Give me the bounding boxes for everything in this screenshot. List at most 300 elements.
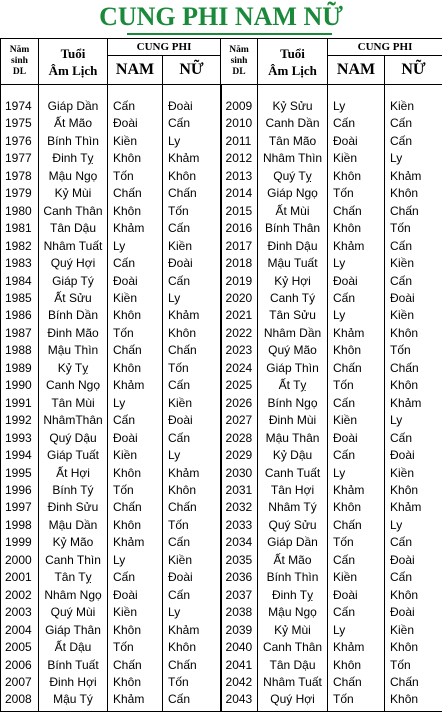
cell-nam: Kiền	[108, 604, 163, 621]
cell-nam: Kiền	[108, 290, 163, 307]
cell-year: 2034	[221, 534, 258, 551]
cell-tuoi: Canh Thìn	[39, 552, 108, 569]
cell-year: 2002	[1, 587, 39, 604]
cell-nam: Cấn	[108, 569, 163, 586]
cell-nam: Tốn	[108, 482, 163, 499]
cell-tuoi: Đinh Tỵ	[39, 150, 108, 167]
cell-nu: Kiền	[163, 395, 221, 412]
table-row	[1, 133, 442, 150]
cell-tuoi: Đinh Hợi	[39, 674, 108, 691]
cell-nu: Khảm	[385, 499, 442, 516]
cell-nu: Kiền	[385, 622, 442, 639]
cell-nam: Ly	[328, 85, 385, 116]
cell-nam: Cấn	[328, 604, 385, 621]
cell-tuoi: Quý Mùi	[39, 604, 108, 621]
cell-year: 1995	[1, 465, 39, 482]
cell-nam: Đoài	[328, 133, 385, 150]
cell-nam: Khôn	[108, 203, 163, 220]
cell-tuoi: Bính Ngọ	[258, 395, 328, 412]
cell-nu: Khôn	[385, 325, 442, 342]
cell-nu: Đoài	[163, 569, 221, 586]
cell-year: 2020	[221, 290, 258, 307]
cell-tuoi: Bính Tý	[39, 482, 108, 499]
cell-nu: Đoài	[163, 412, 221, 429]
cell-nu: Ly	[163, 290, 221, 307]
header-nam-sinh: Năm sinh DL	[1, 39, 39, 85]
cell-nam: Tốn	[328, 185, 385, 202]
cell-nu: Khôn	[385, 185, 442, 202]
cell-nam: Khảm	[108, 377, 163, 394]
cell-nu: Chấn	[385, 203, 442, 220]
cell-tuoi: Giáp Tuất	[39, 447, 108, 464]
cell-nam: Ly	[108, 238, 163, 255]
cell-nam: Cấn	[328, 395, 385, 412]
cell-year: 1984	[1, 273, 39, 290]
table-row	[1, 325, 442, 342]
cell-nu: Tốn	[163, 203, 221, 220]
cell-nam: Chấn	[108, 185, 163, 202]
cell-tuoi: Giáp Tý	[39, 273, 108, 290]
cell-tuoi: Nhâm Dần	[258, 325, 328, 342]
cell-year: 2028	[221, 430, 258, 447]
cell-tuoi: Tân Tỵ	[39, 569, 108, 586]
cell-nu: Cấn	[163, 273, 221, 290]
cell-tuoi: Canh Tý	[258, 290, 328, 307]
cell-nam: Ly	[328, 465, 385, 482]
cell-nam: Khôn	[108, 674, 163, 691]
cell-year: 2017	[221, 238, 258, 255]
cell-nam: Kiền	[108, 447, 163, 464]
cell-tuoi: Canh Dần	[258, 115, 328, 132]
cell-nu: Tốn	[163, 360, 221, 377]
cell-tuoi: Quý Mão	[258, 342, 328, 359]
cell-tuoi: Nhâm Tý	[258, 499, 328, 516]
cell-year: 2018	[221, 255, 258, 272]
cell-tuoi: Canh Thân	[39, 203, 108, 220]
cell-nu: Ly	[385, 517, 442, 534]
cell-tuoi: Kỷ Hợi	[258, 273, 328, 290]
cell-nu: Khảm	[163, 150, 221, 167]
cell-year: 2006	[1, 657, 39, 674]
cell-year: 2007	[1, 674, 39, 691]
cell-nu: Cấn	[163, 430, 221, 447]
cell-nam: Cấn	[108, 255, 163, 272]
table-row	[1, 587, 442, 604]
table-row	[1, 360, 442, 377]
cell-tuoi: Mậu Ngọ	[39, 168, 108, 185]
table-row	[1, 674, 442, 691]
table-row	[1, 395, 442, 412]
cell-nu: Cấn	[385, 569, 442, 586]
cell-nam: Chấn	[108, 657, 163, 674]
cell-nu: Kiền	[163, 238, 221, 255]
cell-nu: Chấn	[163, 342, 221, 359]
cell-nu: Chấn	[163, 499, 221, 516]
cell-tuoi: Kỷ Dậu	[258, 447, 328, 464]
table-row	[1, 534, 442, 551]
cell-tuoi: Tân Hợi	[258, 482, 328, 499]
cell-tuoi: Nhâm Ngọ	[39, 587, 108, 604]
cell-nam: Kiền	[108, 133, 163, 150]
table-row	[1, 115, 442, 132]
table-row	[1, 238, 442, 255]
cell-year: 2009	[221, 85, 258, 116]
cell-nam: Ly	[108, 395, 163, 412]
cell-nu: Cấn	[385, 238, 442, 255]
header-nu: NỮ	[163, 56, 221, 85]
cell-nam: Tốn	[328, 377, 385, 394]
page-title: CUNG PHI NAM NỮ	[99, 2, 343, 31]
cell-tuoi: Bính Thìn	[258, 569, 328, 586]
cell-nu: Khôn	[385, 587, 442, 604]
cell-nu: Tốn	[385, 220, 442, 237]
cell-year: 2023	[221, 342, 258, 359]
cell-nu: Khôn	[385, 377, 442, 394]
cell-nam: Khảm	[328, 639, 385, 656]
cell-year: 1989	[1, 360, 39, 377]
cell-year: 2035	[221, 552, 258, 569]
cell-tuoi: Nhâm Tuất	[258, 674, 328, 691]
cell-nam: Khôn	[328, 342, 385, 359]
cell-nam: Kiền	[328, 412, 385, 429]
cell-year: 2037	[221, 587, 258, 604]
cell-year: 2024	[221, 360, 258, 377]
cell-nu: Chấn	[163, 185, 221, 202]
cell-tuoi: Tân Sửu	[258, 307, 328, 324]
cell-year: 2013	[221, 168, 258, 185]
cell-tuoi: Đinh Mão	[39, 325, 108, 342]
cell-tuoi: Ất Mão	[258, 552, 328, 569]
cell-tuoi: Mậu Thìn	[39, 342, 108, 359]
cell-nu: Kiền	[163, 552, 221, 569]
cell-tuoi: Ất Tỵ	[258, 377, 328, 394]
cell-year: 1983	[1, 255, 39, 272]
cell-year: 1986	[1, 307, 39, 324]
cell-year: 2025	[221, 377, 258, 394]
table-row	[1, 412, 442, 429]
cell-year: 2005	[1, 639, 39, 656]
table-row	[1, 691, 442, 711]
cell-nu: Cấn	[385, 115, 442, 132]
cell-tuoi: Kỷ Tỵ	[39, 360, 108, 377]
table-row	[1, 465, 442, 482]
cell-nam: Cấn	[328, 115, 385, 132]
cell-tuoi: Bính Thìn	[39, 133, 108, 150]
table-row	[1, 220, 442, 237]
cell-year: 2010	[221, 115, 258, 132]
cell-year: 2022	[221, 325, 258, 342]
cell-tuoi: Mậu Ngọ	[258, 604, 328, 621]
header-nam: NAM	[108, 56, 163, 85]
cell-nam: Đoài	[328, 273, 385, 290]
cell-year: 2012	[221, 150, 258, 167]
cell-year: 1985	[1, 290, 39, 307]
cell-nam: Cấn	[108, 412, 163, 429]
cell-nam: Khôn	[108, 517, 163, 534]
cell-nu: Đoài	[163, 255, 221, 272]
table-row	[1, 342, 442, 359]
cell-nu: Khôn	[385, 691, 442, 711]
cell-tuoi: Mậu Tuất	[258, 255, 328, 272]
cell-year: 1990	[1, 377, 39, 394]
cell-year: 1974	[1, 85, 39, 116]
cell-nu: Khôn	[163, 639, 221, 656]
cell-tuoi: Quý Dậu	[39, 430, 108, 447]
cell-year: 2027	[221, 412, 258, 429]
cell-nam: Khôn	[108, 622, 163, 639]
cell-year: 1987	[1, 325, 39, 342]
cell-year: 2042	[221, 674, 258, 691]
cell-nu: Khôn	[163, 482, 221, 499]
cell-year: 2019	[221, 273, 258, 290]
cell-nam: Khảm	[328, 238, 385, 255]
cell-nu: Ly	[163, 133, 221, 150]
cell-year: 1981	[1, 220, 39, 237]
cell-nam: Khảm	[328, 482, 385, 499]
table-row	[1, 517, 442, 534]
table-row	[1, 150, 442, 167]
cell-nam: Kiền	[328, 569, 385, 586]
cell-year: 2043	[221, 691, 258, 711]
cell-nam: Khôn	[328, 220, 385, 237]
table-row	[1, 447, 442, 464]
cell-nu: Khôn	[163, 325, 221, 342]
cell-tuoi: Giáp Thìn	[258, 360, 328, 377]
cell-nam: Chấn	[328, 517, 385, 534]
cell-year: 1978	[1, 168, 39, 185]
cell-nam: Đoài	[108, 430, 163, 447]
cell-nu: Khảm	[163, 622, 221, 639]
cell-tuoi: Ất Mão	[39, 115, 108, 132]
cell-year: 2014	[221, 185, 258, 202]
cell-year: 1997	[1, 499, 39, 516]
table-row	[1, 168, 442, 185]
cell-tuoi: Kỷ Mùi	[39, 185, 108, 202]
cell-tuoi: Ất Hợi	[39, 465, 108, 482]
cell-year: 1980	[1, 203, 39, 220]
cell-year: 2001	[1, 569, 39, 586]
cell-tuoi: Tân Dậu	[258, 657, 328, 674]
table-row	[1, 482, 442, 499]
cell-year: 2011	[221, 133, 258, 150]
cell-year: 1999	[1, 534, 39, 551]
table-row	[1, 499, 442, 516]
cell-year: 2026	[221, 395, 258, 412]
cell-nu: Khôn	[385, 639, 442, 656]
cell-year: 2029	[221, 447, 258, 464]
cell-nu: Tốn	[385, 342, 442, 359]
cell-year: 2021	[221, 307, 258, 324]
cell-nu: Đoài	[385, 552, 442, 569]
cell-year: 2003	[1, 604, 39, 621]
cell-nu: Khôn	[385, 482, 442, 499]
cell-nam: Khôn	[108, 360, 163, 377]
cell-year: 1982	[1, 238, 39, 255]
cell-nam: Cấn	[328, 290, 385, 307]
cell-tuoi: Bính Thân	[258, 220, 328, 237]
cell-nu: Kiền	[385, 465, 442, 482]
cell-year: 1996	[1, 482, 39, 499]
cell-nam: Ly	[108, 552, 163, 569]
cell-nu: Cấn	[163, 534, 221, 551]
cell-tuoi: Mậu Tý	[39, 691, 108, 711]
cell-nam: Chấn	[328, 203, 385, 220]
cell-nu: Khảm	[163, 465, 221, 482]
cell-nu: Tốn	[163, 674, 221, 691]
cell-nu: Khôn	[163, 168, 221, 185]
cell-nam: Khôn	[328, 657, 385, 674]
cell-nu: Cấn	[163, 587, 221, 604]
cell-year: 2033	[221, 517, 258, 534]
cell-nam: Đoài	[108, 587, 163, 604]
cell-nu: Kiền	[385, 85, 442, 116]
cell-year: 2000	[1, 552, 39, 569]
cell-tuoi: Đinh Mùi	[258, 412, 328, 429]
table-row	[1, 85, 442, 116]
cell-nu: Cấn	[385, 133, 442, 150]
cell-nu: Tốn	[385, 657, 442, 674]
table-row	[1, 273, 442, 290]
table-row	[1, 622, 442, 639]
cell-nam: Tốn	[328, 534, 385, 551]
cell-nu: Khảm	[163, 307, 221, 324]
header-nu: NỮ	[385, 56, 442, 85]
cell-nu: Cấn	[163, 691, 221, 711]
cell-year: 1976	[1, 133, 39, 150]
cell-year: 1977	[1, 150, 39, 167]
cell-nu: Khảm	[385, 168, 442, 185]
cell-nam: Đoài	[108, 115, 163, 132]
cell-tuoi: Quý Hợi	[258, 691, 328, 711]
cell-year: 1998	[1, 517, 39, 534]
cell-year: 1988	[1, 342, 39, 359]
cell-tuoi: Tân Dậu	[39, 220, 108, 237]
cell-tuoi: Tân Mão	[258, 133, 328, 150]
cell-tuoi: Đinh Tỵ	[258, 587, 328, 604]
cell-year: 1993	[1, 430, 39, 447]
cell-tuoi: Mậu Dần	[39, 517, 108, 534]
cell-tuoi: Canh Ngọ	[39, 377, 108, 394]
cell-tuoi: Tân Mùi	[39, 395, 108, 412]
title-underline	[127, 33, 332, 35]
cell-year: 2036	[221, 569, 258, 586]
cell-nu: Ly	[163, 604, 221, 621]
cell-nam: Cấn	[328, 552, 385, 569]
header-nam: NAM	[328, 56, 385, 85]
cell-nam: Đoài	[328, 587, 385, 604]
cell-tuoi: Giáp Thân	[39, 622, 108, 639]
table-row	[1, 307, 442, 324]
cell-nu: Khảm	[385, 395, 442, 412]
cell-year: 2041	[221, 657, 258, 674]
cell-nu: Cấn	[385, 430, 442, 447]
cell-nu: Cấn	[163, 220, 221, 237]
cell-nu: Chấn	[385, 360, 442, 377]
table-row	[1, 657, 442, 674]
cell-nu: Đoài	[163, 85, 221, 116]
cell-tuoi: Kỷ Mão	[39, 534, 108, 551]
cell-tuoi: Quý Tỵ	[258, 168, 328, 185]
cell-nu: Cấn	[163, 115, 221, 132]
header-nam-sinh: Năm sinh DL	[221, 39, 258, 85]
cell-year: 1991	[1, 395, 39, 412]
cell-year: 2032	[221, 499, 258, 516]
cell-nam: Chấn	[328, 674, 385, 691]
cell-nam: Khảm	[108, 534, 163, 551]
cell-year: 1975	[1, 115, 39, 132]
cell-nam: Tốn	[108, 168, 163, 185]
header-cung-phi: CUNG PHI	[328, 39, 442, 56]
table-row	[1, 604, 442, 621]
cell-tuoi: Mậu Thân	[258, 430, 328, 447]
cell-tuoi: Nhâm Thìn	[258, 150, 328, 167]
cell-tuoi: Canh Thân	[258, 639, 328, 656]
cell-nam: Cấn	[108, 85, 163, 116]
cell-year: 2008	[1, 691, 39, 711]
cell-year: 1979	[1, 185, 39, 202]
table-row	[1, 569, 442, 586]
cell-year: 2015	[221, 203, 258, 220]
cell-nu: Chấn	[385, 674, 442, 691]
cell-tuoi: Canh Tuất	[258, 465, 328, 482]
cell-nam: Khảm	[108, 691, 163, 711]
cell-nam: Ly	[328, 255, 385, 272]
cell-nam: Đoài	[108, 273, 163, 290]
cell-year: 2030	[221, 465, 258, 482]
cell-nu: Kiền	[385, 255, 442, 272]
cell-year: 2004	[1, 622, 39, 639]
cell-nam: Cấn	[328, 447, 385, 464]
cell-tuoi: Quý Sửu	[258, 517, 328, 534]
cell-nam: Khôn	[108, 465, 163, 482]
cell-tuoi: NhâmThân	[39, 412, 108, 429]
cell-tuoi: Kỷ Mùi	[258, 622, 328, 639]
cell-nu: Chấn	[163, 657, 221, 674]
cell-nu: Cấn	[163, 377, 221, 394]
cell-nu: Ly	[163, 447, 221, 464]
cell-tuoi: Ất Dậu	[39, 639, 108, 656]
cell-nam: Khảm	[108, 220, 163, 237]
cell-nam: Ly	[328, 622, 385, 639]
cell-tuoi: Đinh Sửu	[39, 499, 108, 516]
cell-nam: Tốn	[328, 691, 385, 711]
cell-nu: Đoài	[385, 290, 442, 307]
header-tuoi: Tuổi Âm Lịch	[258, 39, 328, 85]
cell-nu: Kiền	[385, 307, 442, 324]
cell-year: 2039	[221, 622, 258, 639]
table-row	[1, 185, 442, 202]
cell-nu: Ly	[385, 412, 442, 429]
cell-tuoi: Ất Mùi	[258, 203, 328, 220]
table-row	[1, 203, 442, 220]
cell-nam: Tốn	[108, 325, 163, 342]
cell-nam: Khảm	[328, 325, 385, 342]
header-tuoi: Tuổi Âm Lịch	[39, 39, 108, 85]
cell-tuoi: Giáp Dần	[39, 85, 108, 116]
cell-nu: Đoài	[385, 447, 442, 464]
header-cung-phi: CUNG PHI	[108, 39, 221, 56]
cung-phi-table	[0, 38, 442, 712]
cell-nam: Khôn	[108, 150, 163, 167]
cell-tuoi: Giáp Ngọ	[258, 185, 328, 202]
cell-nu: Tốn	[163, 517, 221, 534]
cell-nam: Chấn	[108, 499, 163, 516]
cell-tuoi: Quý Hợi	[39, 255, 108, 272]
cell-nu: Cấn	[385, 273, 442, 290]
cell-nam: Đoài	[328, 430, 385, 447]
cell-nam: Khôn	[108, 307, 163, 324]
cell-tuoi: Bính Tuất	[39, 657, 108, 674]
